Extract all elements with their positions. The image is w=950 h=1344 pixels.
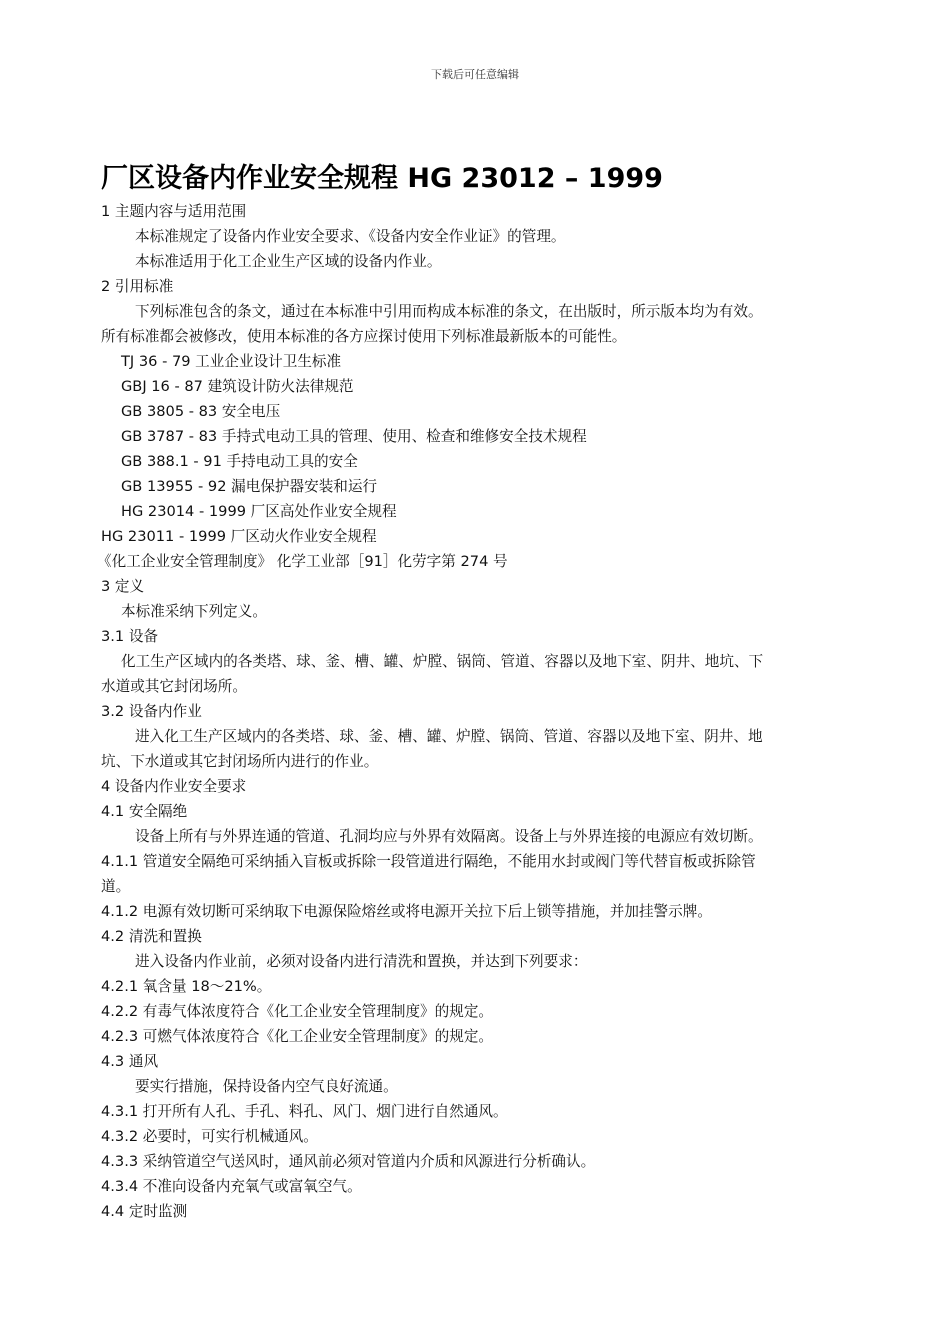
clause-line: 4.2.2 有毒气体浓度符合《化工企业安全管理制度》的规定。 [101,1003,494,1020]
paragraph-line: 水道或其它封闭场所。 [101,678,247,695]
paragraph-line: 设备上所有与外界连通的管道、孔洞均应与外界有效隔离。设备上与外界连接的电源应有效切断。 [135,828,763,845]
paragraph-line: 坑、下水道或其它封闭场所内进行的作业。 [101,753,379,770]
section-heading: 2 引用标准 [101,278,174,295]
document-body [97,199,861,1224]
paragraph-line: 进入化工生产区域内的各类塔、球、釜、槽、罐、炉膛、锅筒、管道、容器以及地下室、阴井、地 [135,728,763,745]
reference-item: GB 388.1 - 91 手持电动工具的安全 [121,453,358,470]
page-header: 下载后可任意编辑 [431,68,519,81]
reference-item: HG 23014 - 1999 厂区高处作业安全规程 [121,503,397,520]
reference-item: 《化工企业安全管理制度》 化学工业部［91］化劳字第 274 号 [97,553,508,570]
reference-item: GB 13955 - 92 漏电保护器安装和运行 [121,478,378,495]
paragraph-line: 本标准采纳下列定义。 [121,603,267,620]
subsection-heading: 4.1 安全隔绝 [101,803,188,820]
paragraph-line: 化工生产区域内的各类塔、球、釜、槽、罐、炉膛、锅筒、管道、容器以及地下室、阴井、地坑、下 [121,653,764,670]
clause-line: 4.3.1 打开所有人孔、手孔、料孔、风门、烟门进行自然通风。 [101,1103,508,1120]
section-heading: 1 主题内容与适用范围 [101,203,247,220]
reference-item: GBJ 16 - 87 建筑设计防火法律规范 [121,378,354,395]
subsection-heading: 3.1 设备 [101,628,159,645]
subsection-heading: 4.4 定时监测 [101,1203,188,1220]
clause-line: 4.2.3 可燃气体浓度符合《化工企业安全管理制度》的规定。 [101,1028,494,1045]
reference-item: GB 3787 - 83 手持式电动工具的管理、使用、检查和维修安全技术规程 [121,428,587,445]
clause-line: 4.1.1 管道安全隔绝可采纳插入盲板或拆除一段管道进行隔绝，不能用水封或阀门等代替盲板或拆除管 [101,853,756,870]
clause-line: 4.3.3 采纳管道空气送风时，通风前必须对管道内介质和风源进行分析确认。 [101,1153,596,1170]
section-heading: 3 定义 [101,578,145,595]
clause-line: 4.2.1 氧含量 18～21%。 [101,978,272,995]
paragraph-line: 本标准规定了设备内作业安全要求、《设备内安全作业证》的管理。 [135,228,566,245]
clause-line: 4.3.2 必要时，可实行机械通风。 [101,1128,318,1145]
paragraph-line: 所有标准都会被修改，使用本标准的各方应探讨使用下列标准最新版本的可能性。 [101,328,627,345]
reference-item: GB 3805 - 83 安全电压 [121,403,281,420]
clause-line: 4.1.2 电源有效切断可采纳取下电源保险熔丝或将电源开关拉下后上锁等措施，并加挂警示牌。 [101,903,712,920]
reference-item: TJ 36 - 79 工业企业设计卫生标准 [121,353,342,370]
document-title: 厂区设备内作业安全规程 HG 23012 – 1999 [101,163,663,194]
paragraph-line: 本标准适用于化工企业生产区域的设备内作业。 [135,253,442,270]
subsection-heading: 4.3 通风 [101,1053,159,1070]
clause-line: 道。 [101,878,131,895]
paragraph-line: 下列标准包含的条文，通过在本标准中引用而构成本标准的条文，在出版时，所示版本均为有效。 [135,303,763,320]
subsection-heading: 3.2 设备内作业 [101,703,202,720]
clause-line: 4.3.4 不准向设备内充氧气或富氧空气。 [101,1178,362,1195]
paragraph-line: 进入设备内作业前，必须对设备内进行清洗和置换，并达到下列要求： [135,953,588,970]
reference-item: HG 23011 - 1999 厂区动火作业安全规程 [101,528,377,545]
subsection-heading: 4.2 清洗和置换 [101,928,202,945]
section-heading: 4 设备内作业安全要求 [101,778,247,795]
paragraph-line: 要实行措施，保持设备内空气良好流通。 [135,1078,398,1095]
